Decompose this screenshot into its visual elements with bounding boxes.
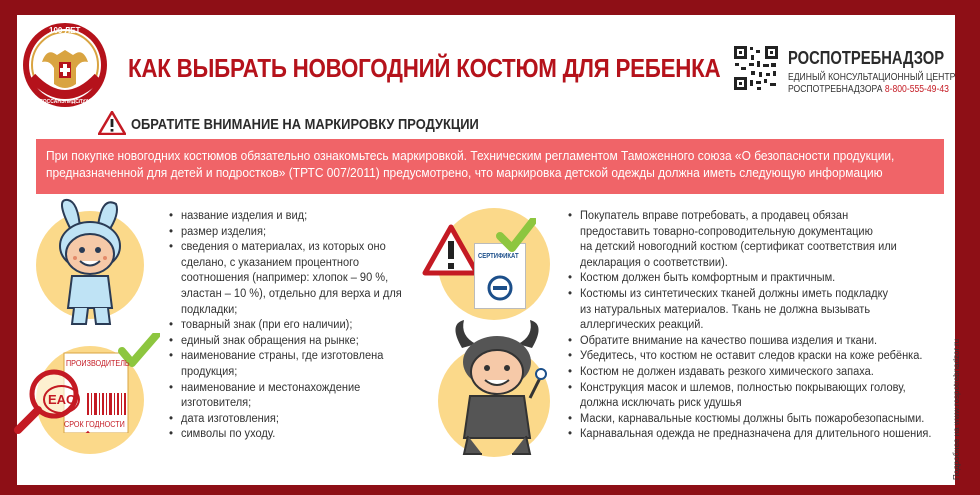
label-manufacturer: ПРОИЗВОДИТЕЛЬ [66, 359, 130, 368]
list-item-continuation: подкладки; [181, 303, 238, 316]
list-item-continuation: сделано, с указанием процентного [181, 256, 360, 269]
list-item-continuation: декларация о соответствии). [580, 256, 728, 269]
list-item: • Обратите внимание на качество пошива изделия и ткани. [566, 334, 951, 350]
list-item: • Костюм должен быть комфортным и практичным. [566, 271, 951, 287]
org-line-2: РОСПОТРЕБНАДЗОРА [788, 84, 883, 95]
emblem-bottom-text: ГОССАНЭПИДСЛУЖБА [40, 99, 97, 105]
list-item: • Убедитесь, что костюм не оставит следов краски на коже ребёнка. [566, 349, 951, 365]
list-item: • сведения о материалах, из которых оно [167, 240, 427, 256]
list-item: • единый знак обращения на рынке; [167, 334, 427, 350]
attention-heading: ОБРАТИТЕ ВНИМАНИЕ НА МАРКИРОВКУ ПРОДУКЦИИ [131, 116, 479, 133]
list-item-continuation: изготовителя; [181, 397, 252, 410]
page-title: КАК ВЫБРАТЬ НОВОГОДНИЙ КОСТЮМ ДЛЯ РЕБЕНКА [128, 53, 721, 83]
list-item: • Костюм не должен издавать резкого химического запаха. [566, 365, 951, 381]
list-item-continuation: соотношения (например: хлопок – 90 %, [181, 272, 389, 285]
list-item: • дата изготовления; [167, 412, 427, 428]
list-item: • название изделия и вид; [167, 209, 427, 225]
org-line-1: ЕДИНЫЙ КОНСУЛЬТАЦИОННЫЙ ЦЕНТР [788, 72, 956, 83]
certificate-label: СЕРТИФИКАТ [478, 253, 519, 260]
list-item-continuation: эластан – 10 %), отдельно для верха и для [181, 287, 402, 300]
list-item: • Карнавальная одежда не предназначена для длительного ношения. [566, 427, 951, 443]
certificate-seal-icon [487, 275, 513, 301]
list-item-continuation: аллергических реакций. [580, 319, 704, 332]
qr-code [733, 45, 779, 91]
label-expiry: СРОК ГОДНОСТИ [64, 420, 125, 429]
list-item-continuation: должна исключать риск удушья [580, 397, 742, 410]
devil-kid-illustration [440, 318, 560, 468]
bunny-kid-illustration [50, 198, 140, 328]
list-item: • символы по уходу. [167, 427, 427, 443]
org-contact [788, 72, 955, 96]
website-note: Подробнее на www.rospotrebnadzor.ru [952, 338, 961, 480]
banner-line-2: предназначенной для детей и подростков» (ТРТС 007/2011) предусмотрено, что маркировка детской одежды должна иметь следующую информацию [46, 165, 883, 180]
check-mark-icon [496, 218, 536, 252]
warning-triangle-illustration [422, 224, 480, 276]
eac-mark: EAC [43, 385, 80, 414]
list-item-continuation: продукция; [181, 365, 238, 378]
list-item: • наименование страны, где изготовлена [167, 349, 427, 365]
list-item: • Маски, карнавальные костюмы должны быть пожаробезопасными. [566, 412, 951, 428]
barcode [87, 393, 127, 415]
label-requirements-list [167, 209, 427, 443]
costume-advice-list [566, 209, 951, 443]
banner-line-1: При покупке новогодних костюмов обязательно ознакомьтесь маркировкой. Техническим регламентом Таможенного союза «О безопасности продукции, [46, 148, 895, 163]
list-item-continuation: из натуральных материалов. Ткань не должна вызывать [580, 303, 871, 316]
list-item: • товарный знак (при его наличии); [167, 318, 427, 334]
list-item: • Покупатель вправе потребовать, а продавец обязан [566, 209, 951, 225]
list-item: • Костюмы из синтетических тканей должны иметь подкладку [566, 287, 951, 303]
emblem-top-text: 100 ЛЕТ [49, 26, 81, 35]
list-item: • наименование и местонахождение [167, 381, 427, 397]
list-item-continuation: предоставить товарно-сопроводительную документацию [580, 225, 873, 238]
list-item-continuation: на детский новогодний костюм (сертификат соответствия или [580, 241, 897, 254]
list-item: • Конструкция масок и шлемов, полностью покрывающих голову, [566, 381, 951, 397]
list-item: • размер изделия; [167, 225, 427, 241]
warning-icon [98, 111, 126, 135]
intro-banner [36, 139, 944, 194]
org-name: РОСПОТРЕБНАДЗОР [788, 48, 945, 68]
hotline-phone: 8-800-555-49-43 [884, 84, 949, 95]
